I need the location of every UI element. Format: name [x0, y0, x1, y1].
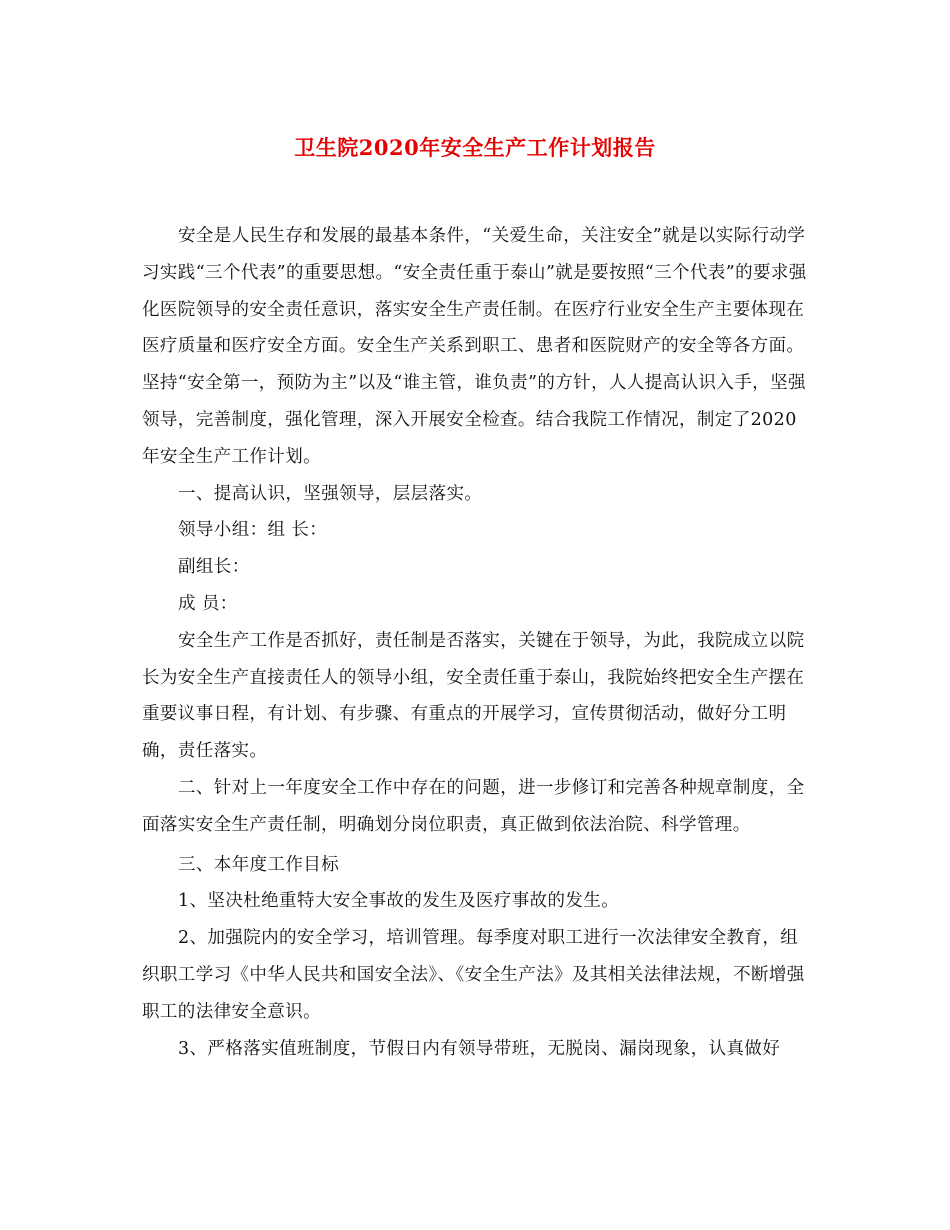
paragraph-responsibility: 安全生产工作是否抓好，责任制是否落实，关键在于领导，为此，我院成立以院长为安全生产直接责任人的领导小组，安全责任重于泰山，我院始终把安全生产摆在重要议事日程，有计划、有步骤、有重点的开展学习，宣传贯彻活动，做好分工明确，责任落实。 [142, 630, 805, 762]
goal-item-3: 3、严格落实值班制度，节假日内有领导带班，无脱岗、漏岗现象，认真做好 [178, 1038, 781, 1059]
leader-group-line: 领导小组：组 长： [178, 520, 328, 541]
heading-section-2: 二、针对上一年度安全工作中存在的问题，进一步修订和完善各种规章制度，全面落实安全生产责任制，明确划分岗位职责，真正做到依法治院、科学管理。 [142, 777, 805, 835]
goal-item-1: 1、坚决杜绝重特大安全事故的发生及医疗事故的发生。 [178, 891, 620, 912]
goal-item-2: 2、加强院内的安全学习，培训管理。每季度对职工进行一次法律安全教育，组织职工学习《中华人民共和国安全法》、《安全生产法》及其相关法律法规，不断增强职工的法律安全意识。 [142, 928, 805, 1022]
document-title: 卫生院2020年安全生产工作计划报告 [294, 135, 656, 160]
paragraph-intro: 安全是人民生存和发展的最基本条件，“关爱生命，关注安全”就是以实际行动学习实践“三个代表”的重要思想。“安全责任重于泰山”就是要按照“三个代表”的要求强化医院领导的安全责任意识，落实安全生产责任制。在医疗行业安全生产主要体现在医疗质量和医疗安全方面。安全生产关系到职工、患者和医院财产的安全等各方面。坚持“安全第一，预防为主”以及“谁主管，谁负责”的方针，人人提高认识入手，坚强领导，完善制度，强化管理，深入开展安全检查。结合我院工作情况，制定了2020年安全生产工作计划。 [142, 226, 807, 467]
heading-section-3: 三、本年度工作目标 [178, 854, 340, 875]
document-body [142, 218, 810, 1067]
heading-section-1: 一、提高认识，坚强领导，层层落实。 [178, 483, 483, 504]
deputy-leader-line: 副组长： [178, 557, 250, 578]
members-line: 成 员： [178, 593, 238, 614]
